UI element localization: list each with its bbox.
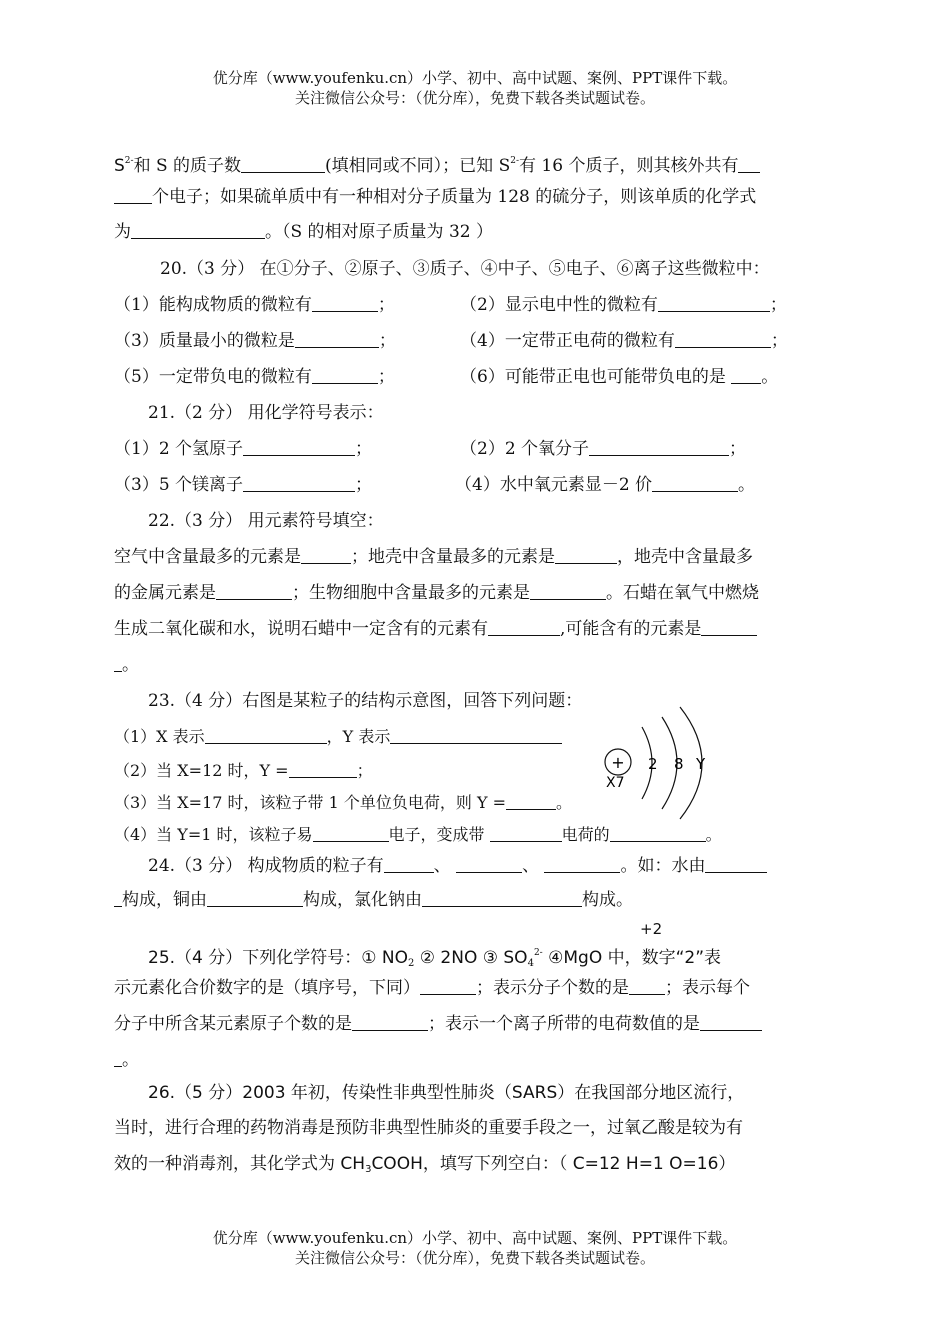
q24-blank-2[interactable] (456, 856, 522, 873)
q19-text-c: 有 16 个质子，则其核外共有 (519, 156, 739, 176)
q22-blank-6b[interactable] (114, 655, 122, 672)
q23-item-1 (114, 726, 562, 748)
q25-l2b: ；表示分子个数的是 (476, 978, 629, 998)
q22-line-2 (114, 582, 759, 604)
q24-blank-3[interactable] (544, 856, 620, 873)
q26-line-1: 26.（5 分）2003 年初，传染性非典型性肺炎（SARS）在我国部分地区流行， (148, 1083, 745, 1103)
q25-blank-4b[interactable] (114, 1050, 122, 1067)
q25-valence-mark: +2 (640, 920, 663, 938)
q23-blank-3[interactable] (289, 761, 357, 778)
q25-line-3 (114, 1013, 762, 1035)
q21-semi-2: ； (729, 439, 747, 459)
q24-l2a: 构成，铜由 (122, 890, 207, 910)
q23-i2b: ； (356, 761, 373, 780)
q22-blank-5[interactable] (488, 619, 560, 636)
q23-item-2 (114, 760, 373, 782)
q20-blank-3[interactable] (295, 331, 379, 348)
q21-i2-text: （2）2 个氧分子 (460, 439, 590, 459)
q20-item-3 (114, 330, 396, 352)
q20-i6-text: （6）可能带正电也可能带负电的是 (460, 367, 726, 387)
q21-title: 21.（2 分） 用化学符号表示： (148, 403, 384, 423)
q19-text-e: 为 (114, 222, 131, 242)
q20-i4-text: （4）一定带正电荷的微粒有 (460, 331, 675, 351)
q23-blank-1[interactable] (205, 727, 327, 744)
q20-blank-5[interactable] (312, 367, 378, 384)
q19-s-ion: S (114, 156, 125, 176)
q23-blank-2[interactable] (390, 727, 562, 744)
q22-l3a: 生成二氧化碳和水，说明石蜡中一定含有的元素有 (114, 619, 488, 639)
q25-blank-1[interactable] (420, 978, 476, 995)
q19-blank-3[interactable] (131, 222, 265, 239)
q24-l1a: 24.（3 分） 构成物质的粒子有 (148, 856, 384, 876)
atom-structure-diagram (600, 705, 730, 840)
q19-line-2 (114, 186, 756, 208)
q24-blank-1[interactable] (384, 856, 434, 873)
q25-l2a: 示元素化合价数字的是（填序号，下同） (114, 978, 420, 998)
q20-item-4 (460, 330, 788, 352)
q25-l1a: 25.（4 分）下列化学符号：① NO (148, 948, 408, 968)
q22-l2c: 。石蜡在氧气中燃烧 (606, 583, 759, 603)
q22-l3b: ,可能含有的元素是 (560, 619, 702, 639)
q20-item-1 (114, 294, 395, 316)
q23-blank-5[interactable] (313, 825, 389, 842)
q19-blank-2b[interactable] (114, 187, 152, 204)
footer-line-2: 关注微信公众号：（优分库），免费下载各类试题试卷。 (294, 1249, 655, 1267)
q24-blank-4b[interactable] (114, 890, 122, 907)
footer-line-1: 优分库（www.youfenku.cn）小学、初中、高中试题、案例、PPT课件下载。 (212, 1229, 738, 1247)
q21-semi-3: ； (355, 475, 373, 495)
q23-i3: （3）当 X=17 时，该粒子带 1 个单位负电荷，则 Y = (114, 793, 507, 812)
q21-semi-1: ； (355, 439, 373, 459)
q20-i5-text: （5）一定带负电的微粒有 (114, 367, 312, 387)
q20-i2-text: （2）显示电中性的微粒有 (460, 295, 658, 315)
q20-i1-text: （1）能构成物质的微粒有 (114, 295, 312, 315)
q19-sup-2: 2- (510, 156, 520, 166)
q24-l2b: 构成，氯化钠由 (303, 890, 422, 910)
q20-blank-1[interactable] (312, 295, 378, 312)
q20-semi-5: ； (377, 367, 395, 387)
q23-i4b: 电子，变成带 (388, 825, 485, 844)
q25-blank-4[interactable] (700, 1014, 762, 1031)
q21-end: 。 (738, 475, 756, 495)
q22-line-3 (114, 618, 757, 640)
q25-l4: 。 (122, 1050, 139, 1070)
q23-title: 23.（4 分）右图是某粒子的结构示意图，回答下列问题： (148, 691, 583, 711)
q26-l3a: 效的一种消毒剂，其化学式为 CH (114, 1154, 366, 1174)
header-line-1: 优分库（www.youfenku.cn）小学、初中、高中试题、案例、PPT课件下载。 (212, 69, 738, 87)
q24-blank-5[interactable] (207, 890, 303, 907)
q23-i1b: ，Y 表示 (326, 727, 391, 746)
q22-blank-1[interactable] (301, 547, 351, 564)
q22-blank-6[interactable] (701, 619, 757, 636)
q22-blank-2[interactable] (555, 547, 617, 564)
q22-l4: 。 (122, 655, 139, 675)
q20-semi-4: ； (770, 331, 788, 351)
q25-line-1 (148, 942, 721, 975)
q22-l1a: 空气中含量最多的元素是 (114, 547, 301, 567)
q19-text-f: 。（S 的相对原子质量为 32 ） (265, 222, 493, 242)
q19-text-d: 个电子；如果硫单质中有一种相对分子质量为 128 的硫分子，则该单质的化学式 (152, 187, 757, 207)
q24-l2c: 构成。 (582, 890, 633, 910)
q21-blank-3[interactable] (243, 475, 355, 492)
q20-end: 。 (761, 367, 779, 387)
q24-line-1 (148, 855, 767, 877)
q24-sep-2: 、 (522, 856, 540, 876)
q21-blank-4[interactable] (652, 475, 738, 492)
q25-sub2: 2 (408, 958, 415, 969)
q22-title: 22.（3 分） 用元素符号填空： (148, 511, 384, 531)
q22-line-4 (114, 654, 139, 676)
q19-text-a: 和 S 的质子数 (133, 156, 242, 176)
q24-line-2 (114, 889, 633, 911)
q21-item-4 (455, 474, 755, 496)
q25-sup2: 2- (533, 948, 543, 958)
q21-blank-2[interactable] (589, 439, 729, 456)
q25-l1c: ④MgO 中，数字“2”表 (542, 948, 722, 968)
q21-i1-text: （1）2 个氢原子 (114, 439, 244, 459)
q25-blank-3[interactable] (352, 1014, 428, 1031)
q25-blank-2[interactable] (629, 978, 665, 995)
q19-text-b: (填相同或不同）；已知 S (325, 156, 511, 176)
q25-line-4 (114, 1049, 139, 1071)
q21-item-3 (114, 474, 372, 496)
q20-semi-2: ； (769, 295, 787, 315)
q23-i4a: （4）当 Y=1 时，该粒子易 (114, 825, 313, 844)
q25-line-2 (114, 977, 750, 999)
q24-l1b: 。如：水由 (620, 856, 706, 876)
q19-line-1 (114, 150, 760, 177)
q20-semi-3: ； (378, 331, 396, 351)
q22-l2a: 的金属元素是 (114, 583, 216, 603)
nucleus-plus: + (611, 753, 625, 772)
shell-3-count: Y (696, 755, 706, 773)
q26-line-3 (114, 1153, 735, 1181)
q19-sup: 2- (124, 156, 134, 166)
q25-l3b: ；表示一个离子所带的电荷数值的是 (428, 1014, 700, 1034)
q24-sep-1: 、 (433, 856, 451, 876)
q20-blank-6[interactable] (731, 367, 761, 384)
q21-item-2 (460, 438, 746, 460)
q21-i4-text: （4）水中氧元素显－2 价 (455, 475, 653, 495)
q22-l2b: ；生物细胞中含量最多的元素是 (292, 583, 530, 603)
q23-blank-4[interactable] (506, 793, 556, 810)
q23-i4d: 。 (705, 825, 722, 844)
q22-l1b: ；地壳中含量最多的元素是 (351, 547, 555, 567)
q20-item-2 (460, 294, 787, 316)
q22-blank-3[interactable] (216, 583, 292, 600)
q20-item-5 (114, 366, 395, 388)
q20-semi-1: ； (377, 295, 395, 315)
q23-blank-6[interactable] (490, 825, 562, 842)
q26-line-2: 当时，进行合理的药物消毒是预防非典型性肺炎的重要手段之一，过氧乙酸是较为有 (114, 1118, 743, 1138)
q20-blank-4[interactable] (675, 331, 771, 348)
q19-line-3 (114, 221, 493, 243)
q20-i3-text: （3）质量最小的微粒是 (114, 331, 295, 351)
q21-item-1 (114, 438, 372, 460)
q20-blank-2[interactable] (658, 295, 770, 312)
q24-blank-6[interactable] (422, 890, 582, 907)
header-line-2: 关注微信公众号：（优分库），免费下载各类试题试卷。 (294, 89, 655, 107)
q20-item-6 (460, 366, 778, 388)
q19-blank-1[interactable] (241, 156, 325, 173)
shell-1-count: 2 (648, 755, 658, 773)
q23-item-3 (114, 792, 572, 814)
q23-i3b: 。 (556, 793, 573, 812)
q26-l3b: COOH，填写下列空白：（ C=12 H=1 O=16） (371, 1154, 736, 1174)
q22-l1c: ，地壳中含量最多 (617, 547, 753, 567)
q24-blank-4[interactable] (705, 856, 767, 873)
shell-2-count: 8 (674, 755, 684, 773)
q22-blank-4[interactable] (530, 583, 606, 600)
q23-i1a: （1）X 表示 (114, 727, 205, 746)
q23-i4c: 电荷的 (561, 825, 610, 844)
q25-l2c: ；表示每个 (665, 978, 750, 998)
q19-blank-2[interactable] (738, 156, 760, 173)
q23-i2: （2）当 X=12 时，Y = (114, 761, 289, 780)
q25-sub4: 4 (527, 958, 534, 969)
q20-title: 20.（3 分） 在①分子、②原子、③质子、④中子、⑤电子、⑥离子这些微粒中： (160, 259, 770, 279)
q25-l3a: 分子中所含某元素原子个数的是 (114, 1014, 352, 1034)
q21-i3-text: （3）5 个镁离子 (114, 475, 244, 495)
nucleus-x-label: X7 (606, 775, 625, 791)
q22-line-1 (114, 546, 753, 568)
q26-sub3: 3 (365, 1164, 372, 1175)
q21-blank-1[interactable] (243, 439, 355, 456)
q25-l1b: ② 2NO ③ SO (414, 948, 528, 968)
